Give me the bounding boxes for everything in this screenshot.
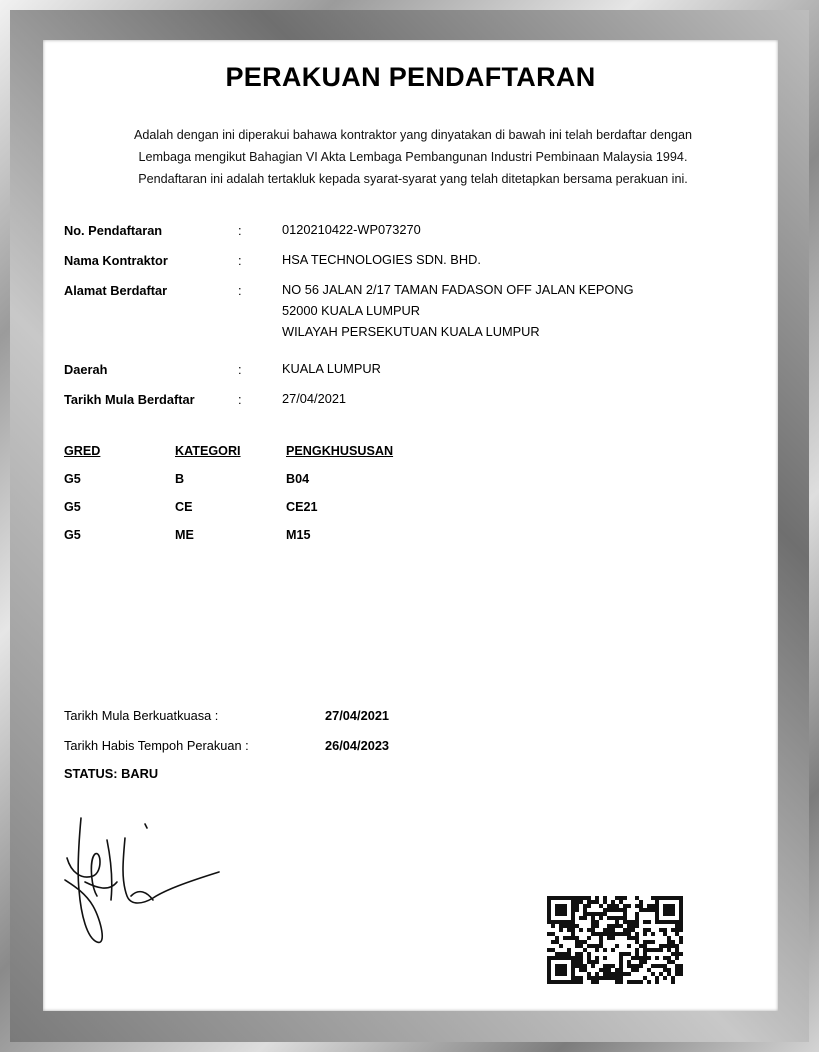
- table-cell-gred: G5: [64, 472, 81, 486]
- field-colon: :: [238, 283, 242, 298]
- header-gred: GRED: [64, 444, 101, 458]
- certificate-paper: [43, 40, 778, 1011]
- table-cell-pengkhususan: B04: [286, 472, 310, 486]
- registration-start-date: 27/04/2021: [282, 391, 347, 406]
- field-label: No. Pendaftaran: [64, 223, 163, 238]
- header-pengkhususan: PENGKHUSUSAN: [286, 444, 394, 458]
- address-line: WILAYAH PERSEKUTUAN KUALA LUMPUR: [282, 324, 540, 339]
- validity-end-value: 26/04/2023: [325, 738, 390, 753]
- header-kategori: KATEGORI: [175, 444, 241, 458]
- field-label: Nama Kontraktor: [64, 253, 168, 268]
- address-line: 52000 KUALA LUMPUR: [282, 303, 420, 318]
- contractor-name: HSA TECHNOLOGIES SDN. BHD.: [282, 252, 481, 267]
- status-text: STATUS: BARU: [64, 766, 159, 781]
- validity-start-label: Tarikh Mula Berkuatkuasa :: [64, 708, 219, 723]
- table-cell-kategori: B: [175, 472, 185, 486]
- field-colon: :: [238, 362, 242, 377]
- intro-line: Pendaftaran ini adalah tertakluk kepada syarat-syarat yang telah ditetapkan bersama perakuan ini.: [138, 172, 688, 186]
- registration-number: 0120210422-WP073270: [282, 222, 421, 237]
- signature-image: [57, 810, 227, 960]
- table-cell-gred: G5: [64, 500, 81, 514]
- validity-end-label: Tarikh Habis Tempoh Perakuan :: [64, 738, 249, 753]
- field-colon: :: [238, 223, 242, 238]
- intro-line: Adalah dengan ini diperakui bahawa kontraktor yang dinyatakan di bawah ini telah berdaftar dengan: [133, 128, 693, 142]
- field-colon: :: [238, 253, 242, 268]
- address-line: NO 56 JALAN 2/17 TAMAN FADASON OFF JALAN KEPONG: [282, 282, 634, 297]
- validity-start-value: 27/04/2021: [325, 708, 390, 723]
- field-label: Tarikh Mula Berdaftar: [64, 392, 195, 407]
- qr-code-icon: [547, 896, 683, 984]
- district: KUALA LUMPUR: [282, 361, 381, 376]
- intro-paragraph: [63, 124, 763, 190]
- intro-line: Lembaga mengikut Bahagian VI Akta Lembaga Pembangunan Industri Pembinaan Malaysia 1994.: [138, 150, 688, 164]
- field-colon: :: [238, 392, 242, 407]
- field-label: Daerah: [64, 362, 108, 377]
- certificate-title: PERAKUAN PENDAFTARAN: [225, 62, 596, 92]
- validity-end: [64, 738, 390, 753]
- table-cell-pengkhususan: M15: [286, 528, 311, 542]
- table-cell-kategori: CE: [175, 500, 193, 514]
- field-label: Alamat Berdaftar: [64, 283, 168, 298]
- table-cell-kategori: ME: [175, 528, 194, 542]
- table-cell-gred: G5: [64, 528, 81, 542]
- table-cell-pengkhususan: CE21: [286, 500, 318, 514]
- registered-address: [282, 279, 634, 342]
- validity-start: [64, 708, 390, 723]
